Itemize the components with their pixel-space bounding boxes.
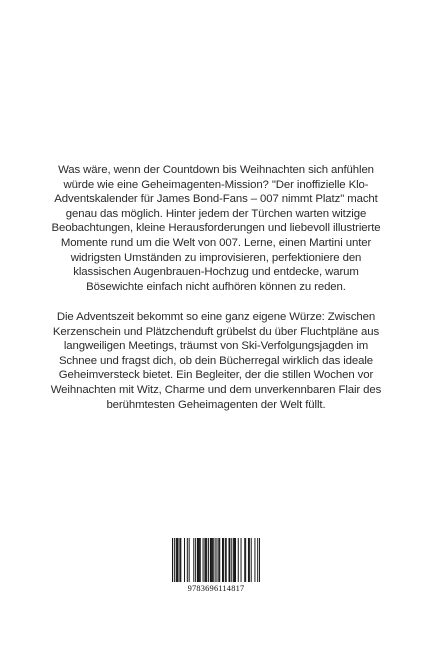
barcode-bar — [179, 538, 180, 582]
barcode-bars — [172, 538, 260, 582]
barcode-bar — [223, 538, 224, 582]
barcode-bar — [231, 538, 232, 582]
barcode-bar — [226, 538, 227, 582]
barcode-bar — [203, 538, 204, 582]
barcode-bar — [235, 538, 236, 582]
barcode-bar — [213, 538, 214, 582]
barcode-bar — [248, 538, 249, 582]
barcode-bar — [251, 538, 252, 582]
barcode-bar — [180, 538, 181, 582]
barcode-bar — [212, 538, 213, 582]
barcode-bar — [215, 538, 216, 582]
barcode-bar — [219, 538, 220, 582]
barcode-bar — [184, 538, 185, 582]
barcode-bar — [199, 538, 200, 582]
barcode-bar — [257, 538, 258, 582]
barcode-bar — [200, 538, 201, 582]
blurb-paragraph-2: Die Adventszeit bekommt so eine ganz eigene Würze: Zwischen Kerzenschein und Plätzchenduft grübelst du über Fluchtpläne aus langweiligen Meetings, träumst von Ski-Verfolgungsjagden im Schnee und fragst dich, ob dein Bücherregal wirklich das ideale Geheimversteck bietet. Ein Begleiter, der die stillen Wochen vor Weihnachten mit Witz, Charme und dem unverkennbaren Flair des berühmtesten Geheimagenten der Welt füllt. — [50, 311, 382, 411]
barcode-bar — [211, 538, 212, 582]
barcode-bar — [206, 538, 207, 582]
barcode-bar — [249, 538, 250, 582]
barcode-bar — [216, 538, 217, 582]
isbn-number: 9783696114817 — [187, 584, 245, 593]
barcode-bar — [241, 538, 242, 582]
barcode-bar — [197, 538, 198, 582]
barcode-bar — [229, 538, 230, 582]
barcode-bar — [189, 538, 190, 582]
barcode-bar — [195, 538, 196, 582]
barcode-bar — [218, 538, 219, 582]
barcode-bar — [210, 538, 211, 582]
barcode-bar — [222, 538, 223, 582]
barcode-bar — [229, 538, 230, 582]
barcode-bar — [245, 538, 246, 582]
barcode-bar — [187, 538, 188, 582]
barcode-bar — [205, 538, 206, 582]
barcode-bar — [225, 538, 226, 582]
barcode-bar — [244, 538, 245, 582]
barcode-bar — [198, 538, 199, 582]
barcode-bar — [238, 538, 239, 582]
barcode-bar — [174, 538, 175, 582]
barcode-bar — [259, 538, 260, 582]
barcode-bar — [208, 538, 209, 582]
barcode-bar — [204, 538, 205, 582]
barcode-bar — [193, 538, 194, 582]
barcode-bar — [254, 538, 255, 582]
barcode-bar — [172, 538, 173, 582]
barcode-bar — [178, 538, 179, 582]
blurb-paragraph-1: Was wäre, wenn der Countdown bis Weihnachten sich anfühlen würde wie eine Geheimagenten-Mission? "Der inoffizielle Klo-Adventskalender für James Bond-Fans – 007 nimmt Platz" macht genau das möglich. Hinter jedem der Türchen warten witzige Beobachtungen, kleine Herausforderungen und liebevoll illustrierte Momente rund um die Welt von 007. Lerne, einen Martini unter widrigsten Umständen zu improvisieren, perfektioniere den klassischen Augenbrauen-Hochzug und entdecke, warum Bösewichte einfach nicht aufhören können zu reden. — [51, 164, 381, 293]
barcode-bar — [177, 538, 178, 582]
barcode-bar — [233, 538, 234, 582]
barcode-bar — [176, 538, 177, 582]
barcode-bar — [234, 538, 235, 582]
